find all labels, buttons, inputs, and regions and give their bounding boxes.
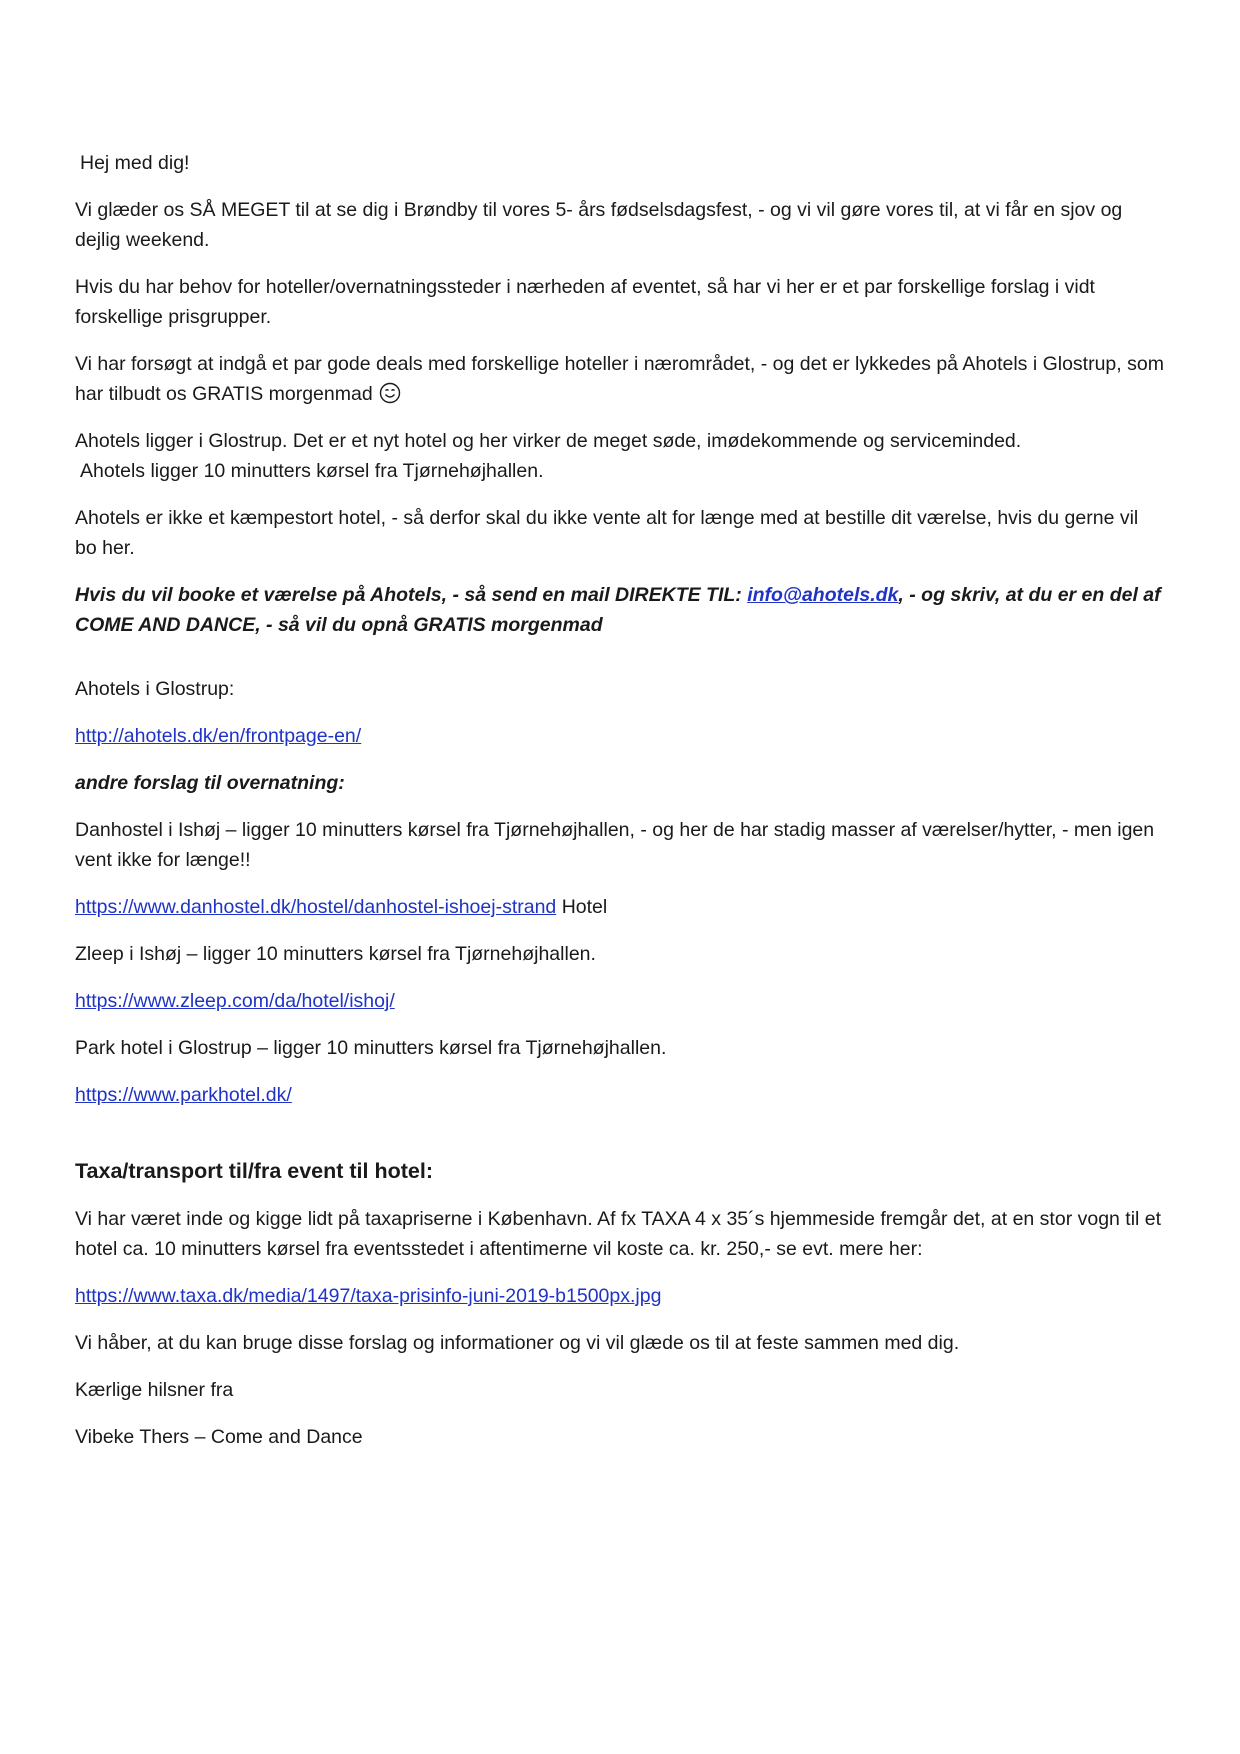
danhostel-text: Danhostel i Ishøj – ligger 10 minutters kørsel fra Tjørnehøjhallen, - og her de har stadig masser af værelser/hytter, - men igen vent ikke for længe!! xyxy=(75,819,1155,871)
park-text: Park hotel i Glostrup – ligger 10 minutters kørsel fra Tjørnehøjhallen. xyxy=(75,1037,667,1059)
ahotels-link[interactable]: http://ahotels.dk/en/frontpage-en/ xyxy=(75,725,362,747)
danhostel-link-row xyxy=(75,892,1165,922)
zleep-link-row xyxy=(75,986,1165,1016)
taxi-link-row xyxy=(75,1281,1165,1311)
letter-page xyxy=(75,148,1165,1469)
other-options-heading: andre forslag til overnatning: xyxy=(75,772,345,794)
danhostel-suffix: Hotel xyxy=(556,896,608,918)
paragraph-deals-text: Vi har forsøgt at indgå et par gode deals med forskellige hoteller i nærområdet, - og det er lykkedes på Ahotels i Glostrup, som har tilbudt os GRATIS morgenmad xyxy=(75,353,1164,405)
signature: Vibeke Thers – Come and Dance xyxy=(75,1426,363,1448)
greeting: Hej med dig! xyxy=(80,152,190,174)
booking-text-after: , - og skriv, at du er en del af COME AND DANCE, - så vil du opnå GRATIS morgenmad xyxy=(75,584,1161,636)
regards-text: Kærlige hilsner fra xyxy=(75,1379,234,1401)
danhostel-link[interactable]: https://www.danhostel.dk/hostel/danhostel-ishoej-strand xyxy=(75,896,557,918)
booking-text-before: Hvis du vil booke et værelse på Ahotels, - så send en mail DIREKTE TIL: xyxy=(75,584,748,606)
ahotels-info-line1: Ahotels ligger i Glostrup. Det er et nyt hotel og her virker de meget søde, imødekommende og serviceminded. xyxy=(75,430,1022,452)
paragraph-ahotels-size: Ahotels er ikke et kæmpestort hotel, - så derfor skal du ikke vente alt for længe med at bestille dit værelse, hvis du gerne vil bo her. xyxy=(75,507,1139,559)
zleep-link[interactable]: https://www.zleep.com/da/hotel/ishoj/ xyxy=(75,990,395,1012)
zleep-text: Zleep i Ishøj – ligger 10 minutters kørsel fra Tjørnehøjhallen. xyxy=(75,943,596,965)
taxi-link[interactable]: https://www.taxa.dk/media/1497/taxa-prisinfo-juni-2019-b1500px.jpg xyxy=(75,1285,662,1307)
taxi-text: Vi har været inde og kigge lidt på taxapriserne i København. Af fx TAXA 4 x 35´s hjemmeside fremgår det, at en stor vogn til et hotel ca. 10 minutters kørsel fra eventsstedet i aftentimerne vil koste ca. kr. 250,- se evt. mere her: xyxy=(75,1208,1162,1260)
paragraph-hotels-need: Hvis du har behov for hoteller/overnatningssteder i nærheden af eventet, så har vi her er et par forskellige forslag i vidt forskellige prisgrupper. xyxy=(75,276,1095,328)
paragraph-intro: Vi glæder os SÅ MEGET til at se dig i Brøndby til vores 5- års fødselsdagsfest, - og vi vil gøre vores til, at vi får en sjov og dejlig weekend. xyxy=(75,199,1123,251)
closing-text: Vi håber, at du kan bruge disse forslag og informationer og vi vil glæde os til at feste sammen med dig. xyxy=(75,1332,960,1354)
ahotels-label: Ahotels i Glostrup: xyxy=(75,678,235,700)
paragraph-deals xyxy=(75,349,1165,409)
park-link-row xyxy=(75,1080,1165,1110)
paragraph-ahotels-info xyxy=(75,426,1165,486)
ahotels-info-line2: Ahotels ligger 10 minutters kørsel fra Tjørnehøjhallen. xyxy=(80,460,544,482)
booking-email-link[interactable]: info@ahotels.dk xyxy=(747,584,899,606)
ahotels-link-row xyxy=(75,721,1165,751)
park-link[interactable]: https://www.parkhotel.dk/ xyxy=(75,1084,292,1106)
booking-instructions xyxy=(75,580,1165,640)
smiley-icon xyxy=(379,382,401,404)
taxi-heading: Taxa/transport til/fra event til hotel: xyxy=(75,1159,433,1183)
